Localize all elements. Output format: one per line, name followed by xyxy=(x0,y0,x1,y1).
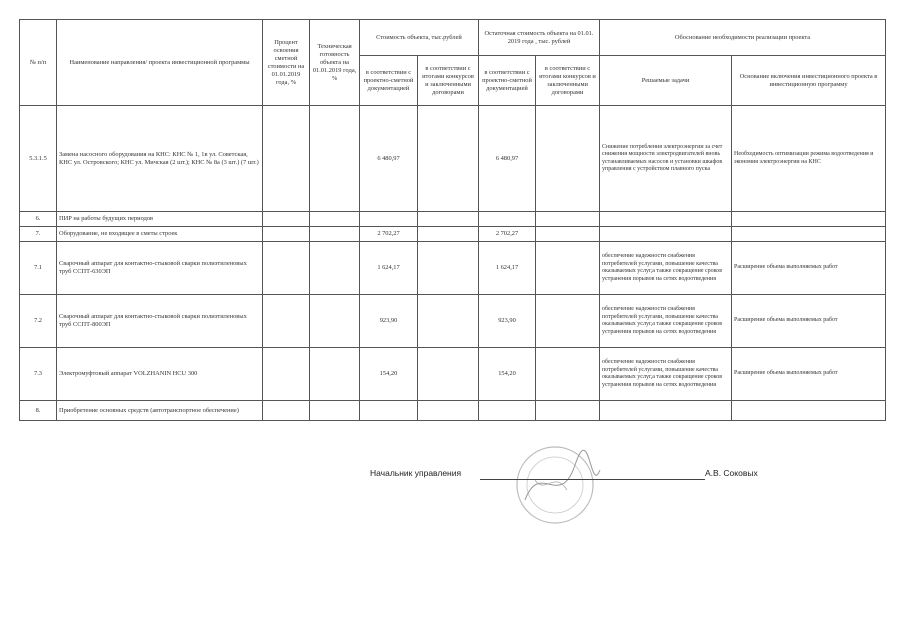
row-name: Сварочный аппарат для контактно-стыковой сварки полиэтиленовых труб ССПТ-630ЭП xyxy=(57,242,263,295)
row-cost-psd: 154,20 xyxy=(360,348,418,401)
row-num: 7.3 xyxy=(20,348,57,401)
row-num: 7.2 xyxy=(20,295,57,348)
header-basis: Основание включения инвестиционного проекта в инвестиционную программу xyxy=(732,56,886,106)
table-row xyxy=(20,295,886,348)
row-basis: Расширение объема выполняемых работ xyxy=(732,242,886,295)
row-name: Сварочный аппарат для контактно-стыковой сварки полиэтиленовых труб ССПТ-800ЭП xyxy=(57,295,263,348)
row-basis: Расширение объема выполняемых работ xyxy=(732,348,886,401)
table-row xyxy=(20,227,886,242)
row-cost-psd: 1 624,17 xyxy=(360,242,418,295)
table-row xyxy=(20,106,886,212)
row-tasks: обеспечение надежности снабжения потребителей услугами, повышение качества оказываемых услуг,а также сокращение сроков устранения порывов на сетях водоотведения xyxy=(600,348,732,401)
table-row xyxy=(20,242,886,295)
header-percent: Процент освоения сметной стоимости на 01.01.2019 года, % xyxy=(263,20,310,106)
table-row xyxy=(20,212,886,227)
row-resid-psd: 2 702,27 xyxy=(479,227,536,242)
row-num: 7. xyxy=(20,227,57,242)
table-row xyxy=(20,348,886,401)
header-residual-group: Остаточная стоимость объекта на 01.01. 2019 года , тыс. рублей xyxy=(479,20,600,56)
row-name: Электромуфтовый аппарат VOLZHANIN HCU 300 xyxy=(57,348,263,401)
header-num: № п/п xyxy=(20,20,57,106)
row-basis: Необходимость оптимизации режима водоотведения и экономия электроэнергии на КНС xyxy=(732,106,886,212)
row-tech xyxy=(310,106,360,212)
signature-name: А.В. Соковых xyxy=(705,468,758,478)
row-num: 6. xyxy=(20,212,57,227)
row-name: ПИР на работы будущих периодов xyxy=(57,212,263,227)
row-cost-psd xyxy=(360,212,418,227)
header-resid-psd: в соответствии с проектно-сметной документацией xyxy=(479,56,536,106)
row-resid-psd: 923,90 xyxy=(479,295,536,348)
row-tasks: обеспечение надежности снабжения потребителей услугами, повышение качества оказываемых услуг,а также сокращение сроков устранения порывов на сетях водоотведения xyxy=(600,295,732,348)
row-name: Приобретение основных средств (автотранспортное обеспечение) xyxy=(57,401,263,421)
row-resid-psd xyxy=(479,212,536,227)
row-name: Замена насосного оборудования на КНС: КНС № 1, 1в ул. Советская, КНС ул. Островского; КНС ул. Мичская (2 шт.); КНС № 8а (3 шт.) (7 шт.) xyxy=(57,106,263,212)
table-row xyxy=(20,401,886,421)
header-cost-contract: в соответствии с итогами конкурсов и заключенными договорами xyxy=(418,56,479,106)
row-num: 8. xyxy=(20,401,57,421)
row-percent xyxy=(263,106,310,212)
signature-title: Начальник управления xyxy=(370,468,462,478)
header-tasks: Решаемые задачи xyxy=(600,56,732,106)
header-cost-psd: в соответствии с проектно-сметной документацией xyxy=(360,56,418,106)
row-num: 5.3.1.5 xyxy=(20,106,57,212)
row-cost-psd: 2 702,27 xyxy=(360,227,418,242)
row-resid-contract xyxy=(536,106,600,212)
header-resid-contract: в соответствии с итогами конкурсов и заключенными договорами xyxy=(536,56,600,106)
row-num: 7.1 xyxy=(20,242,57,295)
row-resid-psd: 154,20 xyxy=(479,348,536,401)
stamp-signature-icon xyxy=(505,440,605,530)
row-basis: Расширение объема выполняемых работ xyxy=(732,295,886,348)
row-name: Оборудование, не входящее в сметы строек xyxy=(57,227,263,242)
header-justification-group: Обоснование необходимости реализации проекта xyxy=(600,20,886,56)
row-tasks: обеспечение надежности снабжения потребителей услугами, повышение качества оказываемых услуг,а также сокращение сроков устранения порывов на сетях водоотведения xyxy=(600,242,732,295)
row-resid-psd: 6 480,97 xyxy=(479,106,536,212)
signature-line xyxy=(480,479,705,480)
row-resid-psd: 1 624,17 xyxy=(479,242,536,295)
header-cost-group: Стоимость объекта, тыс.рублей xyxy=(360,20,479,56)
header-name: Наименование направления/ проекта инвестиционной программы xyxy=(57,20,263,106)
header-tech-readiness: Техническая готовность объекта на 01.01.2019 года, % xyxy=(310,20,360,106)
row-cost-psd: 6 480,97 xyxy=(360,106,418,212)
row-tasks: Снижение потребления электроэнергии за счет снижения мощности электродвигателей вновь устанавливаемых насосов и установки шкафов управления с устройством плавного пуска xyxy=(600,106,732,212)
row-cost-psd: 923,90 xyxy=(360,295,418,348)
investment-table xyxy=(19,19,886,421)
row-cost-contract xyxy=(418,106,479,212)
